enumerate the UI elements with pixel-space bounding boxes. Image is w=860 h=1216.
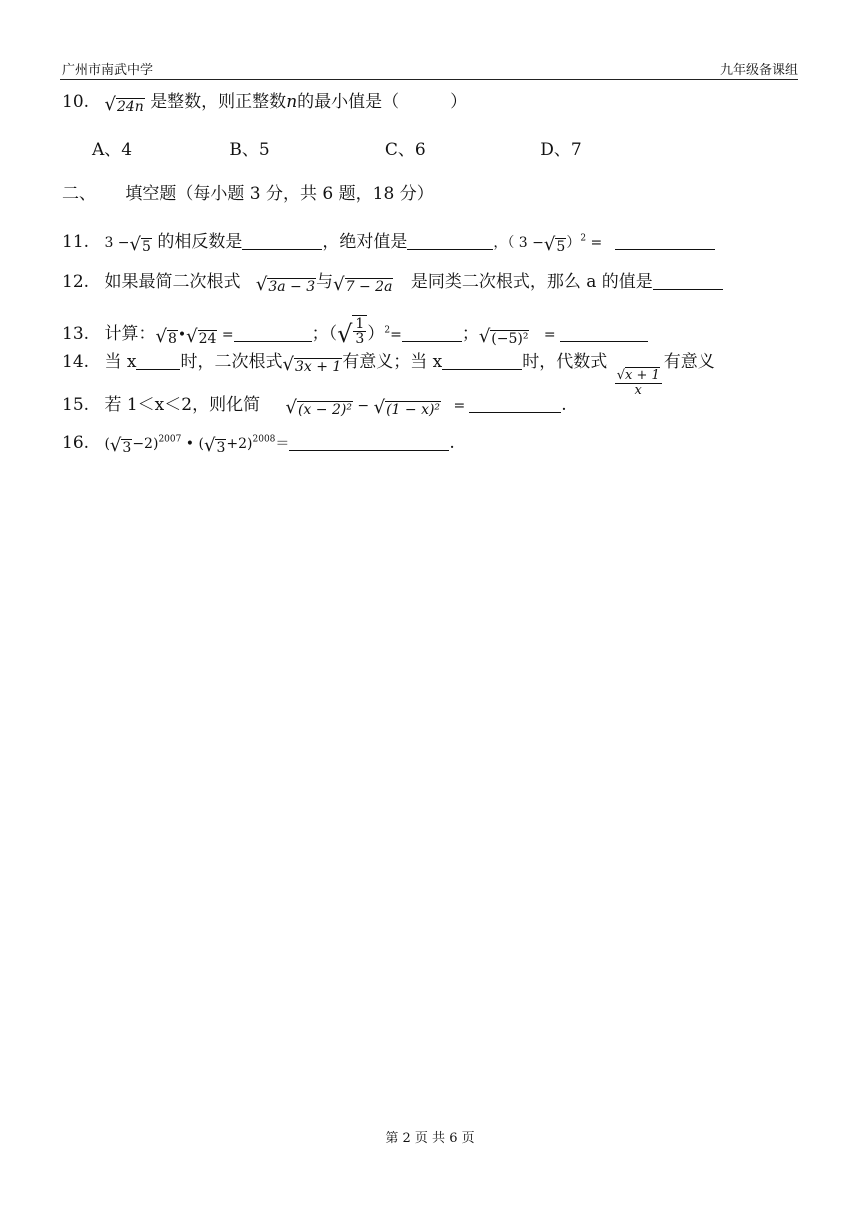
question-number: 14. <box>62 352 90 372</box>
answer-blank[interactable] <box>234 327 312 342</box>
fraction-sqrt-x+1-over-x: $\frac{√x + 1}{x}$ <box>616 368 660 398</box>
radical-neg5-sq: √ (−5)² <box>478 326 529 347</box>
radical-24n: √ 24n <box>104 94 144 115</box>
question-text: 的最小值是（ ） <box>297 92 468 112</box>
question-text: 是整数，则正整数 <box>150 92 287 112</box>
answer-blank[interactable] <box>653 275 723 290</box>
question-text: 如果最简二次根式 <box>104 272 241 292</box>
math-expr: +2) <box>226 436 253 452</box>
radical-3: √ 3 <box>203 435 226 456</box>
radical-5: √ 5 <box>543 234 566 255</box>
header-rule <box>60 79 798 80</box>
question-text: 有意义；当 x <box>342 352 443 372</box>
question-number: 16. <box>62 433 90 453</box>
radical-3: √ 3 <box>109 435 132 456</box>
option-c: C、6 <box>384 140 426 160</box>
question-text: 是同类二次根式，那么 a 的值是 <box>410 272 653 292</box>
paren: ( <box>104 436 110 452</box>
page-footer: 第 2 页 共 6 页 <box>385 1131 475 1146</box>
header-school: 广州市南武中学 <box>62 63 154 78</box>
question-text: 有意义 <box>663 352 715 372</box>
separator: ； <box>461 324 479 344</box>
question-16 <box>62 435 455 455</box>
question-number: 10. <box>62 92 90 112</box>
radical-24: √ 24 <box>186 326 217 347</box>
math-expr: ，（ 3 − <box>493 235 544 251</box>
section-title: 填空题（每小题 3 分，共 6 题，18 分） <box>125 184 434 204</box>
q10-options <box>92 142 582 159</box>
option-a: A、4 <box>92 140 133 160</box>
radical-5: √ 5 <box>129 234 151 255</box>
option-b: B、5 <box>229 140 270 160</box>
question-text: 时，代数式 <box>522 352 608 372</box>
answer-blank[interactable] <box>615 235 715 250</box>
exponent: 2008 <box>252 434 276 445</box>
exponent: 2 <box>580 233 587 244</box>
math-expr: ） <box>566 235 581 251</box>
question-11 <box>62 234 715 254</box>
answer-blank[interactable] <box>242 235 322 250</box>
question-text: 若 1＜x＜2，则化简 <box>104 395 261 415</box>
answer-blank[interactable] <box>442 355 522 370</box>
radical-fraction: √ $\frac{1}{3}$ <box>337 315 367 346</box>
question-text: 的相反数是 <box>157 232 243 252</box>
radical-7-2a: √ 7 − 2a <box>333 274 393 295</box>
math-expr: −2) <box>132 436 159 452</box>
minus: − <box>352 398 374 414</box>
question-number: 15. <box>62 395 90 415</box>
question-number: 13. <box>62 324 90 344</box>
radical-8: √ 8 <box>155 326 177 347</box>
question-number: 11. <box>62 232 90 252</box>
separator: ；（ <box>311 324 338 344</box>
equals: = <box>390 327 402 343</box>
variable-n: n <box>286 92 298 112</box>
question-text: 与 <box>316 272 334 292</box>
radical-1-x-sq: √ (1 − x)² <box>373 397 441 418</box>
header-group: 九年级备课组 <box>719 63 798 78</box>
dot-operator: • <box>181 436 199 452</box>
paren: ( <box>198 436 204 452</box>
exponent: 2 <box>384 325 391 336</box>
equals: ＝ <box>275 436 290 452</box>
radical-3a-3: √ 3a − 3 <box>255 274 316 295</box>
radical-x-2-sq: √ (x − 2)² <box>285 397 352 418</box>
answer-blank[interactable] <box>407 235 493 250</box>
dot-operator: • <box>177 327 187 343</box>
question-13 <box>62 315 648 346</box>
equals: = <box>217 327 234 343</box>
exponent: 2007 <box>158 434 182 445</box>
period: . <box>449 433 455 453</box>
answer-blank[interactable] <box>289 436 449 451</box>
equals: = <box>586 235 607 251</box>
answer-blank[interactable] <box>469 398 561 413</box>
period: . <box>561 395 567 415</box>
question-text: 当 x <box>104 352 137 372</box>
section-number: 二、 <box>62 184 96 204</box>
question-number: 12. <box>62 272 90 292</box>
question-text: ，绝对值是 <box>322 232 408 252</box>
answer-blank[interactable] <box>402 327 462 342</box>
question-14 <box>62 354 715 397</box>
answer-blank[interactable] <box>136 355 180 370</box>
paren: ） <box>367 324 385 344</box>
answer-blank[interactable] <box>560 327 648 342</box>
question-text: 时，二次根式 <box>180 352 283 372</box>
radical-3x+1: √ 3x + 1 <box>282 354 342 375</box>
math-expr: 3 − <box>104 235 130 251</box>
question-10 <box>62 94 467 114</box>
question-15 <box>62 397 567 417</box>
equals: = <box>539 327 556 343</box>
question-12 <box>62 274 723 294</box>
equals: = <box>449 398 466 414</box>
section-2-heading <box>62 186 434 203</box>
question-text: 计算： <box>104 324 156 344</box>
option-d: D、7 <box>540 140 582 160</box>
